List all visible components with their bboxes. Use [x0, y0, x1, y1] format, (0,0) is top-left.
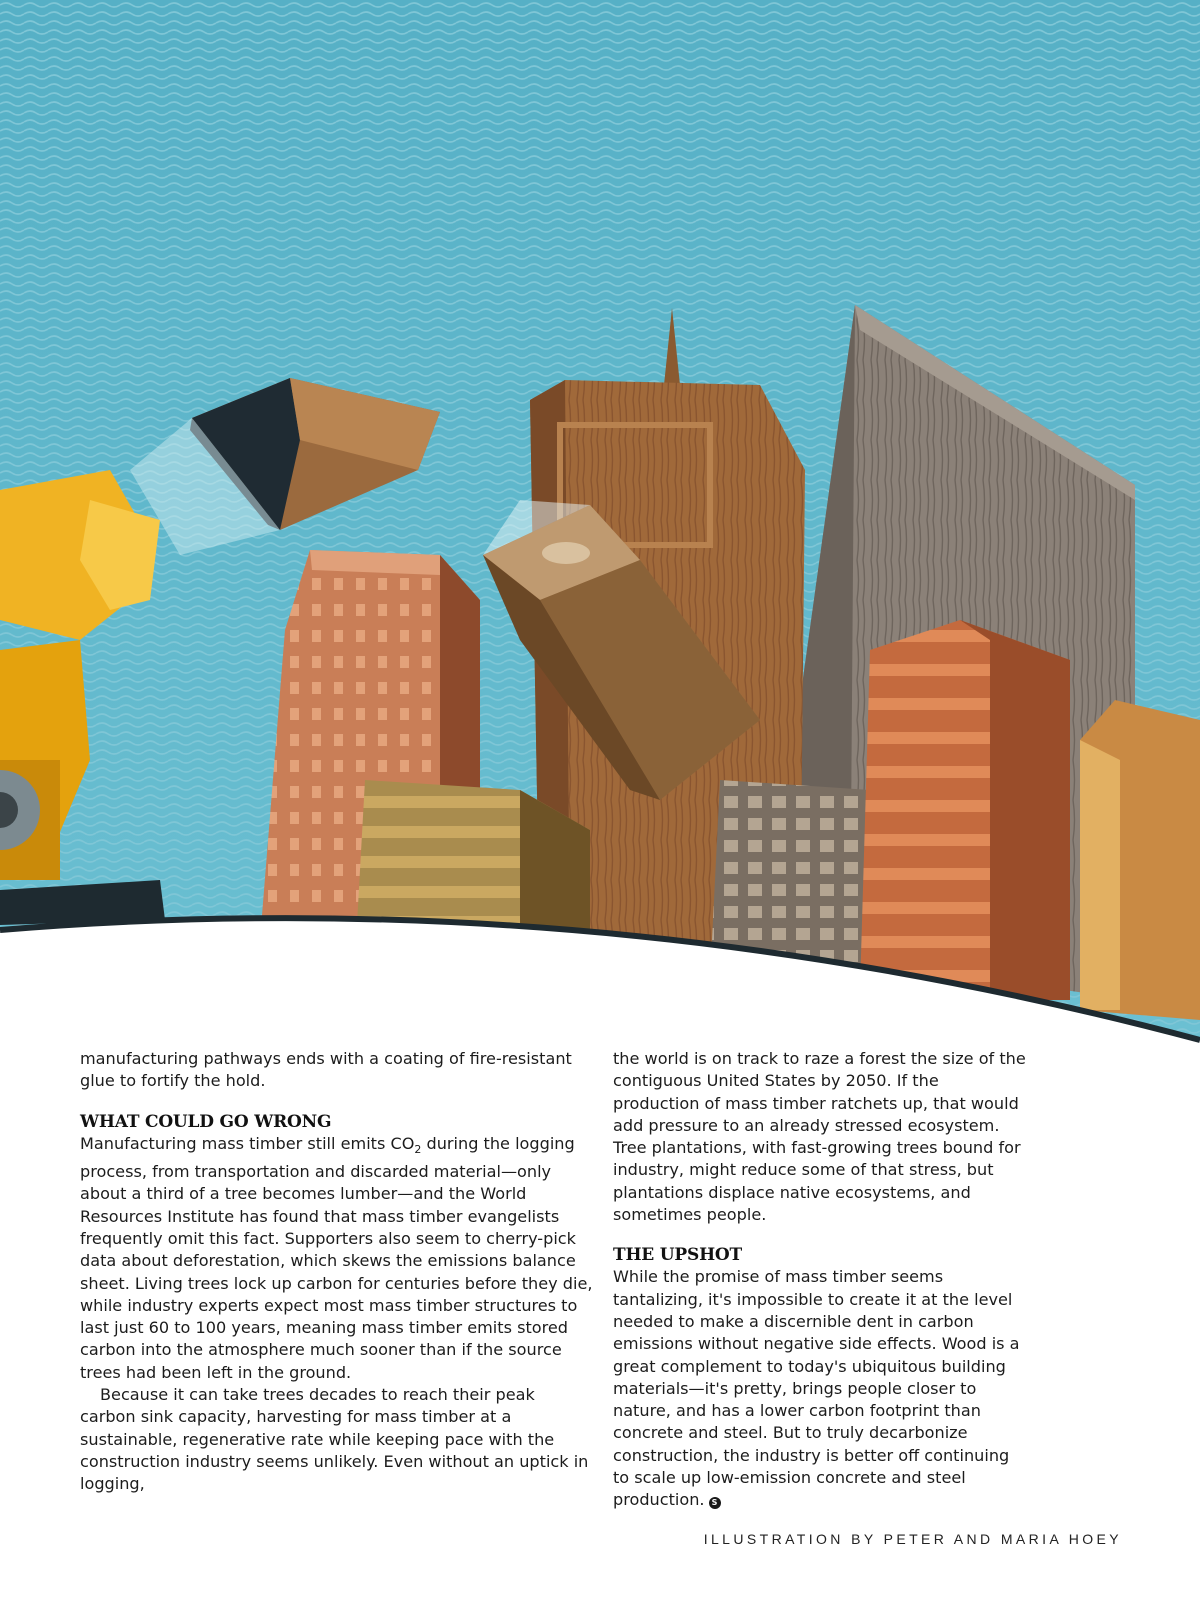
right-paragraph-2 — [613, 1266, 1028, 1511]
illustration-credit: ILLUSTRATION BY PETER AND MARIA HOEY — [703, 1531, 1122, 1547]
left-paragraph-2-start: Manufacturing mass timber still emits CO — [80, 1133, 415, 1153]
left-paragraph-2-rest: during the logging process, from transportation and discarded material—only about a third of a tree becomes lumber—and the World Resources Institute has found that mass timber evangelists frequently omit this fact. Supporters also seem to cherry-pick data about deforestation, which skews the emissions balance sheet. Living trees lock up carbon for centuries before they die, while industry experts expect most mass timber structures to last just 60 to 100 years, meaning mass timber emits stored carbon into the atmosphere much sooner than if the source trees had been left in the ground. — [80, 1133, 593, 1382]
heading-what-could-go-wrong: WHAT COULD GO WRONG — [80, 1111, 332, 1132]
left-paragraph-1: manufacturing pathways ends with a coating of fire-resistant glue to fortify the hold. — [80, 1049, 572, 1091]
article-right-column — [613, 1048, 1028, 1512]
right-paragraph-1: the world is on track to raze a forest the size of the contiguous United States by 2050. If the production of mass timber ratchets up, that would add pressure to an already stressed ecosystem. Tree plantations, with fast-growing trees bound for industry, might reduce some of that stress, but plantations displace native ecosystems, and sometimes people. — [613, 1049, 1026, 1225]
end-mark-icon: S — [709, 1497, 721, 1509]
article-left-column — [80, 1048, 595, 1496]
right-paragraph-2-text: While the promise of mass timber seems tantalizing, it's impossible to create it at the level needed to make a discernible dent in carbon emissions without negative side effects. Wood is a great complement to today's ubiquitous building materials—it's pretty, brings people closer to nature, and has a lower carbon footprint than concrete and steel. But to truly decarbonize construction, the industry is better off continuing to scale up low-emission concrete and steel production. — [613, 1267, 1020, 1510]
heading-the-upshot: THE UPSHOT — [613, 1245, 742, 1266]
left-paragraph-2 — [80, 1133, 595, 1384]
co2-subscript: 2 — [414, 1142, 422, 1156]
left-paragraph-3: Because it can take trees decades to reach their peak carbon sink capacity, harvesting for mass timber at a sustainable, regenerative rate while keeping pace with the construction industry seems unlikely. Even without an uptick in logging, — [80, 1385, 589, 1494]
